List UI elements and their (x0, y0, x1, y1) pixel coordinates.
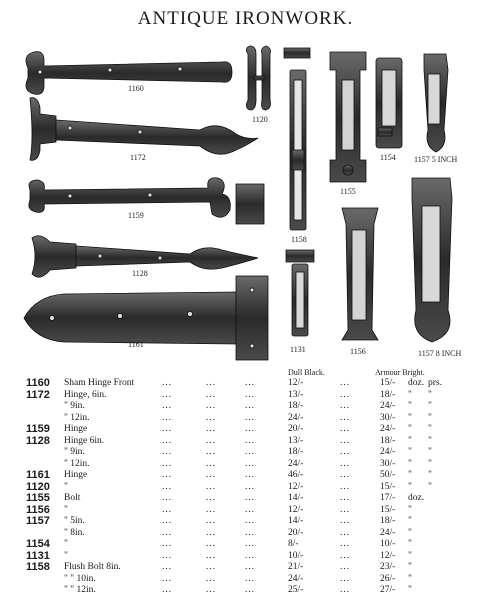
leader-dots: ... (206, 378, 217, 388)
armour-bright-price: 15/- (380, 378, 396, 388)
price-row (0, 436, 491, 447)
leader-dots: ... (340, 585, 351, 595)
dull-black-price: 12/- (288, 378, 304, 388)
leader-dots: ... (206, 562, 217, 572)
figure-label-1157-8: 1157 8 INCH (418, 349, 462, 358)
dull-black-price: 8/- (288, 539, 299, 549)
bolt-1131-illustration (286, 250, 314, 336)
leader-dots: ... (162, 435, 173, 446)
unit-note: " (428, 412, 432, 423)
item-description: " " 10in. (64, 573, 96, 584)
unit-label: " (408, 481, 412, 492)
figure-label-1156: 1156 (350, 347, 366, 356)
dull-black-price: 14/- (288, 493, 304, 503)
leader-dots: ... (206, 539, 217, 549)
unit-label: " (408, 539, 412, 549)
price-row (0, 470, 491, 481)
leader-dots: ... (162, 527, 173, 538)
dull-black-price: 24/- (288, 458, 304, 469)
unit-label: " (408, 527, 412, 538)
armour-bright-price: 15/- (380, 481, 396, 492)
leader-dots: ... (206, 435, 217, 446)
figure-label-1172: 1172 (130, 153, 146, 162)
figure-label-1159: 1159 (128, 211, 144, 220)
dull-black-price: 20/- (288, 527, 304, 538)
armour-bright-price: 17/- (380, 493, 396, 503)
hinge-1120-illustration (246, 46, 270, 110)
bolt-1154-illustration (376, 58, 402, 148)
leader-dots: ... (340, 562, 351, 572)
unit-label: " (408, 516, 412, 526)
leader-dots: ... (162, 504, 173, 515)
price-row (0, 378, 491, 389)
dull-black-price: 13/- (288, 435, 304, 446)
leader-dots: ... (340, 493, 351, 503)
unit-label: " (408, 470, 412, 480)
leader-dots: ... (206, 401, 217, 411)
unit-note: " (428, 481, 432, 492)
armour-bright-price: 18/- (380, 389, 396, 400)
dull-black-price: 18/- (288, 447, 304, 457)
price-row (0, 528, 491, 539)
leader-dots: ... (340, 481, 351, 492)
leader-dots: ... (162, 585, 173, 595)
price-row (0, 562, 491, 573)
price-row (0, 551, 491, 562)
unit-note: prs. (428, 378, 442, 388)
item-description: Hinge (64, 470, 88, 480)
armour-bright-price: 12/- (380, 550, 396, 561)
leader-dots: ... (206, 470, 217, 480)
catalogue-number: 1157 (26, 515, 50, 527)
bolt-1155-illustration (330, 52, 366, 182)
leader-dots: ... (206, 447, 217, 457)
armour-bright-price: 23/- (380, 562, 396, 572)
unit-label: doz. (408, 378, 425, 388)
dull-black-price: 46/- (288, 470, 304, 480)
leader-dots: ... (340, 573, 351, 584)
armour-bright-price: 24/- (380, 401, 396, 411)
figure-label-1161: 1161 (128, 340, 144, 349)
leader-dots: ... (162, 378, 173, 388)
price-row (0, 401, 491, 412)
dull-black-price: 25/- (288, 585, 304, 595)
catalogue-number: 1128 (26, 434, 50, 447)
leader-dots: ... (245, 527, 256, 538)
price-row (0, 413, 491, 424)
bolt-1157-5inch-illustration (424, 54, 448, 152)
catalogue-number: 1160 (26, 377, 50, 389)
dull-black-price: 10/- (288, 550, 304, 561)
catalogue-number: 1155 (26, 492, 50, 504)
leader-dots: ... (206, 573, 217, 584)
catalogue-number: 1156 (26, 503, 50, 516)
price-row (0, 459, 491, 470)
dull-black-price: 24/- (288, 573, 304, 584)
leader-dots: ... (206, 412, 217, 423)
bolt-1157-8inch-illustration (412, 178, 452, 342)
dull-black-price: 21/- (288, 562, 304, 572)
unit-note: " (428, 401, 432, 411)
leader-dots: ... (162, 573, 173, 584)
leader-dots: ... (245, 481, 256, 492)
unit-label: " (408, 412, 412, 423)
armour-bright-price: 26/- (380, 573, 396, 584)
item-description: Hinge 6in. (64, 435, 105, 446)
item-description: " (64, 481, 68, 492)
leader-dots: ... (340, 447, 351, 457)
leader-dots: ... (245, 435, 256, 446)
figure-label-1158: 1158 (291, 235, 307, 244)
leader-dots: ... (162, 562, 173, 572)
leader-dots: ... (245, 493, 256, 503)
armour-bright-price: 10/- (380, 539, 396, 549)
leader-dots: ... (245, 412, 256, 423)
item-description: Sham Hinge Front (64, 378, 135, 388)
leader-dots: ... (245, 539, 256, 549)
leader-dots: ... (340, 401, 351, 411)
unit-label: " (408, 562, 412, 572)
leader-dots: ... (162, 447, 173, 457)
unit-label: " (408, 585, 412, 595)
leader-dots: ... (162, 539, 173, 549)
leader-dots: ... (206, 481, 217, 492)
leader-dots: ... (206, 389, 217, 400)
unit-note: " (428, 447, 432, 457)
leader-dots: ... (206, 424, 217, 434)
dull-black-price: 12/- (288, 504, 304, 515)
leader-dots: ... (340, 435, 351, 446)
figure-label-1128: 1128 (132, 269, 148, 278)
dull-black-price: 13/- (288, 389, 304, 400)
figure-label-1154: 1154 (380, 153, 396, 162)
leader-dots: ... (162, 493, 173, 503)
item-description: " 9in. (64, 401, 85, 411)
item-description: " 5in. (64, 516, 85, 526)
price-row (0, 493, 491, 504)
armour-bright-price: 15/- (380, 504, 396, 515)
leader-dots: ... (162, 401, 173, 411)
leader-dots: ... (162, 516, 173, 526)
hinge-1161-illustration (24, 276, 268, 360)
unit-label: " (408, 447, 412, 457)
leader-dots: ... (206, 504, 217, 515)
leader-dots: ... (245, 424, 256, 434)
price-row (0, 447, 491, 458)
leader-dots: ... (245, 562, 256, 572)
unit-label: " (408, 550, 412, 561)
figure-label-1131: 1131 (290, 345, 306, 354)
dull-black-price: 12/- (288, 481, 304, 492)
catalogue-number: 1158 (26, 561, 50, 573)
unit-note: " (428, 424, 432, 434)
unit-label: " (408, 573, 412, 584)
leader-dots: ... (206, 493, 217, 503)
dull-black-price: 14/- (288, 516, 304, 526)
unit-label: " (408, 389, 412, 400)
leader-dots: ... (162, 550, 173, 561)
leader-dots: ... (245, 550, 256, 561)
unit-note: " (428, 458, 432, 469)
catalogue-number: 1161 (26, 469, 50, 481)
leader-dots: ... (340, 458, 351, 469)
leader-dots: ... (340, 550, 351, 561)
leader-dots: ... (245, 573, 256, 584)
leader-dots: ... (245, 458, 256, 469)
armour-bright-price: 24/- (380, 527, 396, 538)
leader-dots: ... (340, 504, 351, 515)
catalogue-number: 1120 (26, 480, 50, 493)
leader-dots: ... (340, 539, 351, 549)
unit-note: " (428, 470, 432, 480)
price-row (0, 516, 491, 527)
leader-dots: ... (162, 389, 173, 400)
hinge-1172-illustration (30, 98, 258, 161)
figure-label-1155: 1155 (340, 187, 356, 196)
catalogue-number: 1154 (26, 538, 50, 550)
armour-bright-header: Armour Bright. (375, 368, 425, 377)
price-row (0, 505, 491, 516)
dull-black-price: 24/- (288, 412, 304, 423)
leader-dots: ... (340, 378, 351, 388)
leader-dots: ... (245, 447, 256, 457)
armour-bright-price: 24/- (380, 447, 396, 457)
price-row (0, 390, 491, 401)
leader-dots: ... (162, 424, 173, 434)
catalogue-number: 1172 (26, 388, 50, 401)
leader-dots: ... (206, 527, 217, 538)
unit-label: " (408, 401, 412, 411)
dull-black-price: 18/- (288, 401, 304, 411)
item-description: " 9in. (64, 447, 85, 457)
figure-label-1120: 1120 (252, 115, 268, 124)
armour-bright-price: 50/- (380, 470, 396, 480)
armour-bright-price: 18/- (380, 435, 396, 446)
leader-dots: ... (340, 389, 351, 400)
item-description: " (64, 550, 68, 561)
leader-dots: ... (245, 516, 256, 526)
price-row (0, 424, 491, 435)
leader-dots: ... (245, 504, 256, 515)
dull-black-price: 20/- (288, 424, 304, 434)
item-description: " 12in. (64, 412, 90, 423)
leader-dots: ... (162, 412, 173, 423)
leader-dots: ... (206, 550, 217, 561)
leader-dots: ... (340, 516, 351, 526)
leader-dots: ... (245, 401, 256, 411)
leader-dots: ... (206, 585, 217, 595)
leader-dots: ... (162, 458, 173, 469)
leader-dots: ... (245, 470, 256, 480)
leader-dots: ... (340, 470, 351, 480)
item-description: " (64, 539, 68, 549)
leader-dots: ... (245, 389, 256, 400)
price-row (0, 585, 491, 596)
unit-label: " (408, 504, 412, 515)
price-row (0, 482, 491, 493)
armour-bright-price: 30/- (380, 412, 396, 423)
item-description: " (64, 504, 68, 515)
item-description: Flush Bolt 8in. (64, 562, 121, 572)
armour-bright-price: 30/- (380, 458, 396, 469)
unit-label: " (408, 424, 412, 434)
leader-dots: ... (245, 378, 256, 388)
price-row (0, 574, 491, 585)
unit-label: doz. (408, 493, 425, 503)
leader-dots: ... (245, 585, 256, 595)
leader-dots: ... (340, 412, 351, 423)
armour-bright-price: 24/- (380, 424, 396, 434)
unit-label: " (408, 458, 412, 469)
leader-dots: ... (206, 516, 217, 526)
leader-dots: ... (340, 527, 351, 538)
leader-dots: ... (340, 424, 351, 434)
bolt-1156-illustration (342, 208, 378, 340)
leader-dots: ... (206, 458, 217, 469)
item-description: " 8in. (64, 527, 85, 538)
catalogue-number: 1131 (26, 549, 50, 562)
hinge-1159-illustration (29, 178, 264, 224)
item-description: " " 12in. (64, 585, 96, 595)
armour-bright-price: 18/- (380, 516, 396, 526)
page-title: ANTIQUE IRONWORK. (137, 8, 354, 29)
item-description: " 12in. (64, 458, 90, 469)
unit-note: " (428, 389, 432, 400)
figure-label-1157-5: 1157 5 INCH (414, 155, 458, 164)
armour-bright-price: 27/- (380, 585, 396, 595)
item-description: Hinge (64, 424, 88, 434)
leader-dots: ... (162, 470, 173, 480)
unit-label: " (408, 435, 412, 446)
catalogue-number: 1159 (26, 423, 50, 435)
item-description: Hinge, 6in. (64, 389, 107, 400)
leader-dots: ... (162, 481, 173, 492)
price-row (0, 539, 491, 550)
dull-black-header: Dull Black. (288, 368, 325, 377)
unit-note: " (428, 435, 432, 446)
bolt-1158-illustration (284, 48, 310, 230)
item-description: Bolt (64, 493, 81, 503)
figure-label-1160: 1160 (128, 84, 144, 93)
